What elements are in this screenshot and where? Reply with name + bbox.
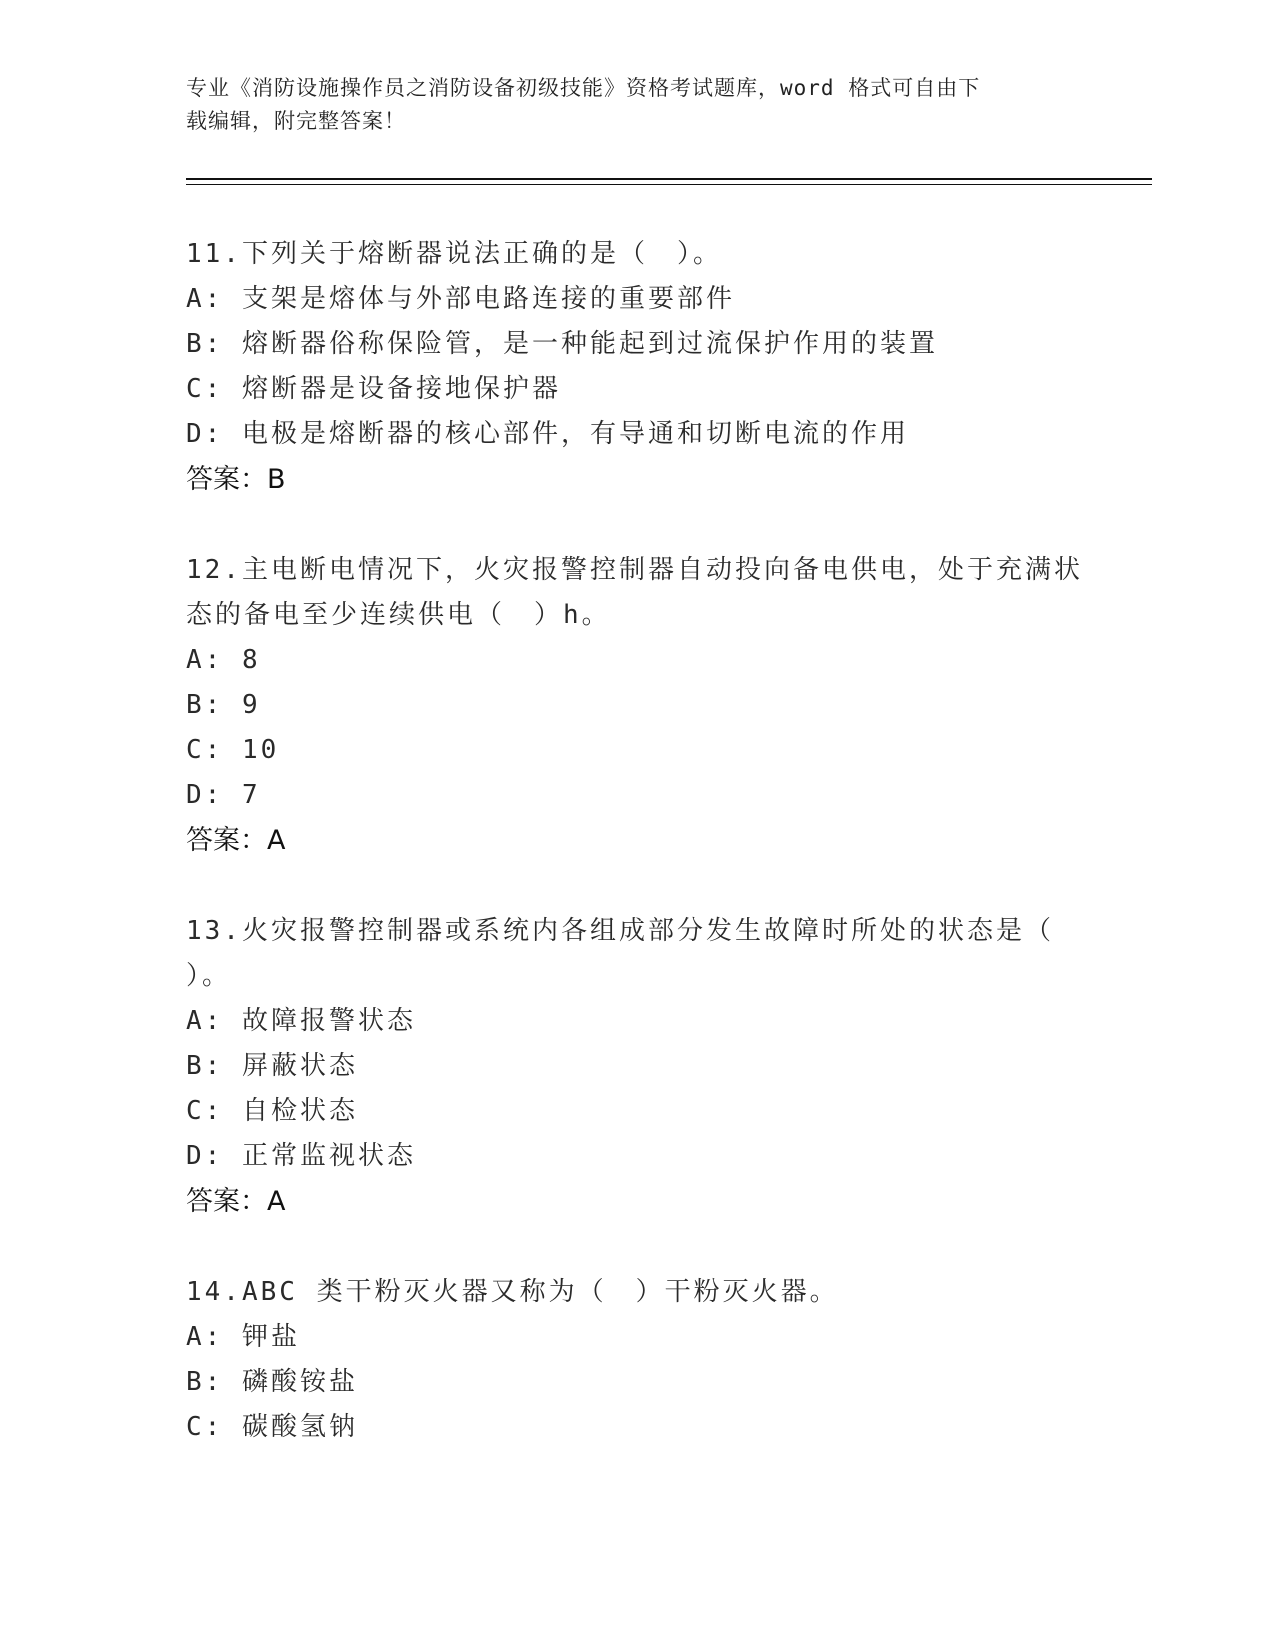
option-c (186, 728, 1086, 773)
answer-line: 答案：A (186, 825, 286, 856)
option-key: A: (186, 284, 224, 314)
option-d (186, 1134, 1086, 1179)
option-text: 屏蔽状态 (241, 1051, 358, 1081)
option-a (186, 277, 1086, 322)
question-stem: 13.火灾报警控制器或系统内各组成部分发生故障时所处的状态是（ (186, 916, 1054, 946)
document-header (186, 72, 1086, 138)
option-text: 8 (241, 645, 261, 675)
option-text: 10 (241, 735, 280, 765)
option-b (186, 1360, 1086, 1405)
option-text: 电极是熔断器的核心部件，有导通和切断电流的作用 (241, 419, 909, 449)
option-text: 7 (241, 780, 261, 810)
option-d (186, 412, 1086, 457)
option-key: C: (186, 374, 224, 404)
option-key: A: (186, 645, 224, 675)
option-key: D: (186, 1141, 224, 1171)
option-text: 正常监视状态 (241, 1141, 416, 1171)
option-c (186, 1089, 1086, 1134)
answer-line: 答案：A (186, 1186, 286, 1217)
answer-line: 答案：B (186, 464, 286, 495)
option-text: 故障报警状态 (241, 1006, 416, 1036)
option-text: 碳酸氢钠 (241, 1412, 358, 1442)
option-text: 自检状态 (241, 1096, 358, 1126)
question-13 (186, 909, 1086, 1224)
option-b (186, 683, 1086, 728)
option-key: C: (186, 1096, 224, 1126)
question-stem: 12.主电断电情况下，火灾报警控制器自动投向备电供电，处于充满状 (186, 555, 1083, 585)
question-stem: 11.下列关于熔断器说法正确的是（ ）。 (186, 239, 722, 269)
question-stem-continued: ）。 (186, 961, 232, 991)
option-text: 9 (241, 690, 261, 720)
option-key: B: (186, 329, 224, 359)
option-key: A: (186, 1322, 224, 1352)
option-key: C: (186, 1412, 224, 1442)
option-key: C: (186, 735, 224, 765)
option-d (186, 773, 1086, 818)
question-stem-continued: 态的备电至少连续供电（ ）h。 (186, 600, 611, 630)
option-text: 磷酸铵盐 (241, 1367, 358, 1397)
option-key: D: (186, 780, 224, 810)
option-key: B: (186, 690, 224, 720)
header-divider-thin (186, 184, 1152, 185)
option-text: 钾盐 (241, 1322, 300, 1352)
header-line-2: 载编辑，附完整答案！ (186, 109, 406, 133)
question-stem: 14.ABC 类干粉灭火器又称为（ ）干粉灭火器。 (186, 1277, 839, 1307)
option-b (186, 1044, 1086, 1089)
option-text: 熔断器俗称保险管，是一种能起到过流保护作用的装置 (241, 329, 938, 359)
option-b (186, 322, 1086, 367)
header-line-1: 专业《消防设施操作员之消防设备初级技能》资格考试题库，word 格式可自由下 (186, 76, 981, 100)
option-a (186, 1315, 1086, 1360)
option-text: 熔断器是设备接地保护器 (241, 374, 561, 404)
option-text: 支架是熔体与外部电路连接的重要部件 (241, 284, 735, 314)
question-list (186, 232, 1086, 1496)
option-key: D: (186, 419, 224, 449)
question-14 (186, 1270, 1086, 1450)
question-12 (186, 548, 1086, 863)
option-c (186, 367, 1086, 412)
option-key: A: (186, 1006, 224, 1036)
option-key: B: (186, 1367, 224, 1397)
option-c (186, 1405, 1086, 1450)
header-divider-thick (186, 178, 1152, 180)
option-key: B: (186, 1051, 224, 1081)
question-11 (186, 232, 1086, 502)
option-a (186, 638, 1086, 683)
option-a (186, 999, 1086, 1044)
